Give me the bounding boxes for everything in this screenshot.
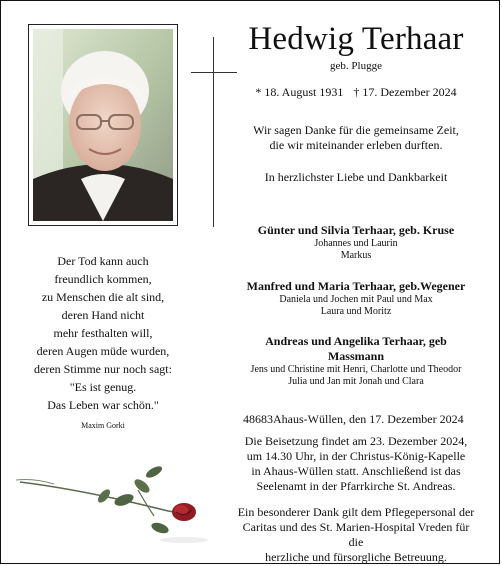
poem-line: "Es ist genug. [69, 380, 137, 394]
poem [28, 252, 178, 432]
portrait-photo [28, 24, 178, 226]
family-name: Günter und Silvia Terhaar, geb. Kruse [257, 223, 455, 237]
family-name: Manfred und Maria Terhaar, geb.Wegener [246, 279, 466, 293]
closing-line: herzliche und fürsorgliche Betreuung. [265, 550, 447, 564]
poem-line: mehr festhalten will, [53, 326, 153, 340]
closing-line: Ein besonderer Dank gilt dem Pflegepersonal der [237, 505, 475, 519]
funeral-info [236, 434, 476, 494]
poem-line: deren Augen müde wurden, [36, 344, 170, 358]
deceased-name: Hedwig Terhaar [248, 21, 464, 57]
family-block [236, 279, 476, 318]
love-line: In herzlichster Liebe und Dankbarkeit [264, 170, 448, 184]
family-members: Julia und Jan mit Jonah und Clara [288, 376, 424, 387]
poem-author: Maxim Gorki [81, 421, 125, 430]
family-block [236, 334, 476, 388]
family-members: Jens und Christine mit Henri, Charlotte und Theodor [250, 364, 462, 375]
rose-image [14, 460, 214, 546]
thanks-line: Wir sagen Danke für die gemeinsame Zeit, [253, 123, 459, 137]
portrait-image [33, 29, 173, 221]
family-members: Daniela und Jochen mit Paul und Max [279, 294, 433, 305]
poem-line: deren Stimme nur noch sagt: [34, 362, 172, 376]
funeral-line: in Ahaus-Wüllen statt. Anschließend ist das [251, 464, 461, 478]
closing-line: Caritas und des St. Marien-Hospital Vreden für die [242, 520, 470, 549]
life-dates [236, 85, 476, 100]
poem-line: Der Tod kann auch [57, 254, 149, 268]
place-date: 48683Ahaus-Wüllen, den 17. Dezember 2024 [243, 412, 464, 426]
poem-line: zu Menschen die alt sind, [41, 290, 165, 304]
family-name: Andreas und Angelika Terhaar, geb Massmann [265, 334, 447, 363]
thanks-line: die wir miteinander erleben durften. [269, 138, 443, 152]
death-date: † 17. Dezember 2024 [353, 85, 457, 99]
family-members: Markus [340, 250, 372, 261]
family-members: Laura und Moritz [320, 306, 392, 317]
birth-date: * 18. August 1931 [255, 85, 344, 99]
poem-line: freundlich kommen, [54, 272, 152, 286]
family-block [236, 223, 476, 262]
funeral-line: um 14.30 Uhr, in der Christus-König-Kapelle [246, 449, 466, 463]
thanks-text [236, 123, 476, 153]
family-members: Johannes und Laurin [314, 238, 398, 249]
funeral-line: Seelenamt in der Pfarrkirche St. Andreas. [256, 479, 456, 493]
poem-line: Das Leben war schön." [47, 398, 159, 412]
poem-line: deren Hand nicht [61, 308, 145, 322]
birth-name: geb. Plugge [330, 60, 382, 72]
cross-symbol [191, 37, 237, 227]
closing-thanks [236, 505, 476, 565]
funeral-line: Die Beisetzung findet am 23. Dezember 2024, [244, 434, 468, 448]
